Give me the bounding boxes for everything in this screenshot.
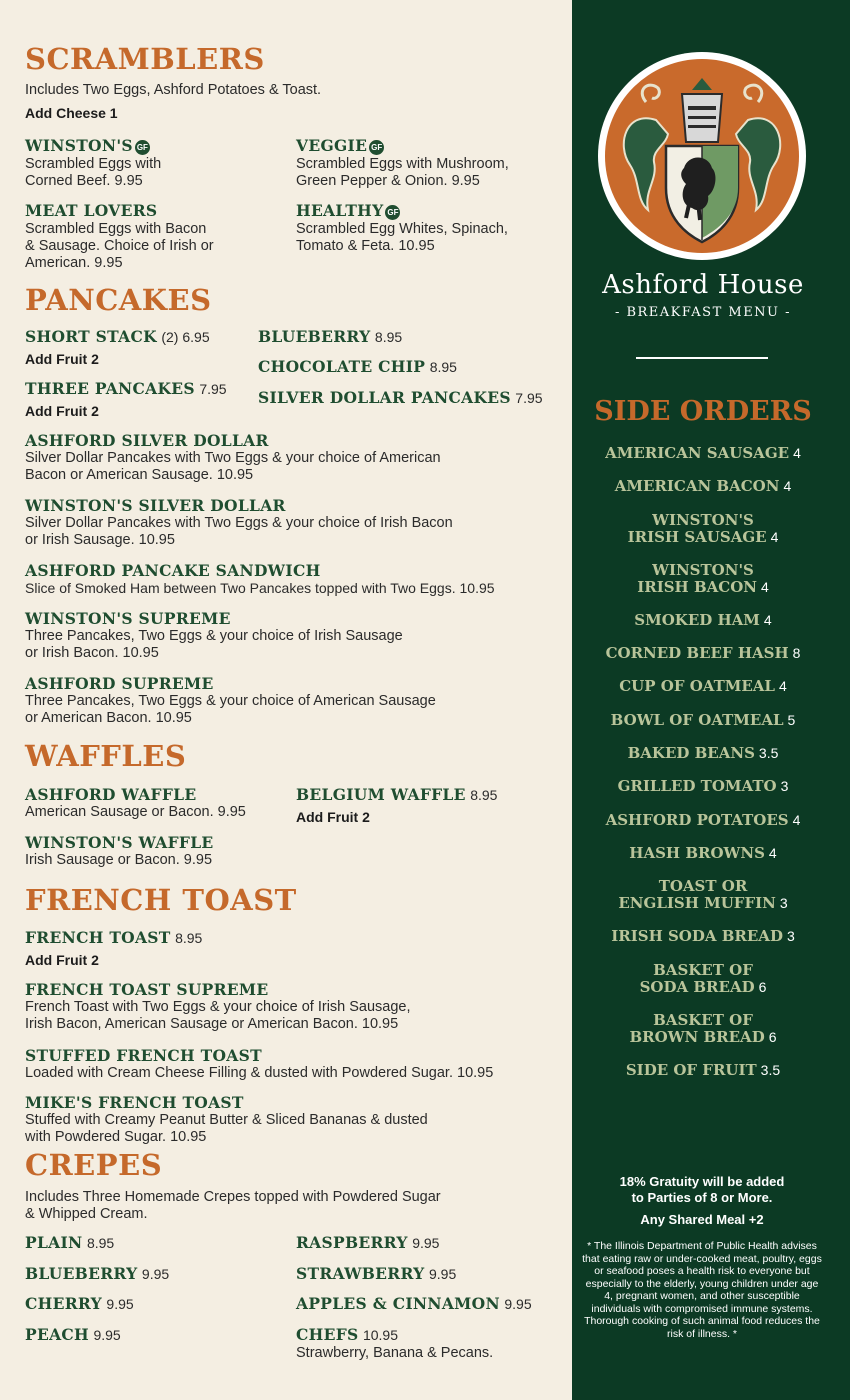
side-item-name: BAKED BEANS [627, 744, 755, 762]
section-title-french-toast: FRENCH TOAST [25, 883, 297, 917]
item-desc: with Powdered Sugar. 10.95 [25, 1129, 207, 1145]
item-name: BLUEBERRY [25, 1264, 138, 1283]
item-desc: Corned Beef. 9.95 [25, 173, 143, 189]
item-name: CHERRY [25, 1294, 102, 1313]
side-item-price: 4 [783, 478, 792, 494]
item-desc: Irish Sausage or Bacon. 9.95 [25, 852, 213, 868]
side-item-cup-oatmeal [572, 678, 834, 695]
crepes-intro-line: Includes Three Homemade Crepes topped with Powdered Sugar [25, 1189, 441, 1205]
side-item-price: 8 [792, 645, 801, 661]
brand-subtitle: - BREAKFAST MENU - [614, 305, 792, 320]
item-name: VEGGIE [296, 136, 368, 155]
divider [636, 357, 768, 359]
side-item-name: SODA BREAD [639, 978, 755, 996]
item-name: PLAIN [25, 1233, 83, 1252]
gratuity-line: to Parties of 8 or More. [631, 1190, 773, 1205]
side-item-name: SIDE OF FRUIT [625, 1061, 757, 1079]
item-name: BELGIUM WAFFLE [296, 785, 466, 804]
item-name: CHEFS [296, 1325, 359, 1344]
side-item-price: 3 [786, 928, 795, 944]
menu-item-winstons-supreme [25, 609, 403, 662]
side-item-price: 6 [758, 979, 767, 995]
side-item-name: AMERICAN BACON [614, 477, 780, 495]
item-name: FRENCH TOAST SUPREME [25, 980, 269, 999]
item-name: MIKE'S FRENCH TOAST [25, 1093, 244, 1112]
item-desc: & Sausage. Choice of Irish or [25, 238, 214, 254]
menu-item-ashford-supreme [25, 674, 436, 727]
health-advisory: * The Illinois Department of Public Health advises that eating raw or under-cooked meat, poultry, eggs or seafood poses a health risk to everyone but especially to the elderly, young children under age 4, pregnant women, and other susceptible individuals with compromised immune systems. Thorough cooking of such animal food reduces the risk of illness. * [582, 1240, 822, 1340]
side-item-name: SMOKED HAM [634, 611, 760, 629]
item-desc: Scrambled Egg Whites, Spinach, [296, 221, 508, 237]
item-desc: Green Pepper & Onion. 9.95 [296, 173, 480, 189]
side-item-name: IRISH SAUSAGE [627, 528, 767, 546]
side-item-name: GRILLED TOMATO [617, 777, 777, 795]
item-addon: Add Fruit 2 [25, 952, 99, 968]
item-name: ASHFORD WAFFLE [25, 785, 197, 804]
item-price: 8.95 [86, 1235, 115, 1251]
scramblers-addon: Add Cheese 1 [25, 105, 118, 121]
item-addon: Add Fruit 2 [25, 351, 99, 367]
item-price: 8.95 [374, 329, 403, 345]
item-desc: Bacon or American Sausage. 10.95 [25, 467, 254, 483]
menu-item-three-pancakes [25, 379, 227, 419]
item-desc: Silver Dollar Pancakes with Two Eggs & your choice of American [25, 450, 441, 466]
item-desc: Scrambled Eggs with Mushroom, [296, 156, 509, 172]
side-item-basket-brown-bread [572, 1012, 834, 1046]
side-item-name: BROWN BREAD [629, 1028, 765, 1046]
section-title-pancakes: PANCAKES [25, 283, 212, 317]
item-name: HEALTHY [296, 201, 384, 220]
item-name: MEAT LOVERS [25, 201, 158, 220]
menu-item-pancake-sandwich [25, 561, 495, 597]
menu-item-meat-lovers [25, 201, 214, 272]
side-item-basket-soda-bread [572, 962, 834, 996]
item-name: ASHFORD SILVER DOLLAR [25, 431, 269, 450]
side-item-price: 6 [768, 1029, 777, 1045]
menu-item-winstons-scrambler [25, 136, 161, 190]
item-desc: or Irish Sausage. 10.95 [25, 532, 175, 548]
menu-item-silver-dollar [258, 388, 543, 408]
item-desc: Strawberry, Banana & Pecans. [296, 1345, 494, 1361]
menu-item-blueberry-pancakes [258, 327, 402, 347]
menu-item-crepe-blueberry [25, 1264, 169, 1284]
item-name: RASPBERRY [296, 1233, 408, 1252]
item-price: 9.95 [412, 1235, 440, 1251]
side-item-name: ENGLISH MUFFIN [618, 894, 776, 912]
side-item-american-sausage [572, 445, 834, 462]
gluten-free-badge: GF [369, 140, 384, 155]
item-desc: Irish Bacon, American Sausage or American Bacon. 10.95 [25, 1016, 399, 1032]
side-item-name: IRISH SODA BREAD [611, 927, 783, 945]
side-item-price: 5 [787, 712, 796, 728]
menu-item-crepe-peach [25, 1325, 121, 1345]
menu-item-stuffed-french-toast [25, 1046, 493, 1082]
shared-meal-note: Any Shared Meal +2 [640, 1212, 764, 1227]
item-desc: Three Pancakes, Two Eggs & your choice of American Sausage [25, 693, 436, 709]
menu-item-short-stack [25, 327, 210, 367]
item-desc: or Irish Bacon. 10.95 [25, 645, 159, 661]
side-item-name: TOAST OR [658, 877, 748, 895]
item-price: 9.95 [141, 1266, 170, 1282]
side-item-corned-beef-hash [572, 645, 834, 662]
side-item-price: 4 [793, 445, 801, 461]
crepes-intro [25, 1189, 441, 1223]
menu-item-healthy [296, 201, 508, 255]
item-price: 7.95 [199, 381, 227, 397]
item-price: 9.95 [93, 1327, 121, 1343]
item-price: 10.95 [362, 1327, 398, 1343]
item-name: PEACH [25, 1325, 89, 1344]
menu-item-crepe-apples-cinnamon [296, 1294, 532, 1314]
side-item-ashford-potatoes [572, 812, 834, 829]
crest-icon [596, 50, 808, 262]
menu-item-ashford-silver-dollar [25, 431, 441, 484]
item-desc: Silver Dollar Pancakes with Two Eggs & your choice of Irish Bacon [25, 515, 453, 531]
side-item-baked-beans [572, 745, 834, 762]
menu-item-crepe-chefs [296, 1325, 493, 1362]
section-title-scramblers: SCRAMBLERS [25, 42, 265, 76]
side-item-name: AMERICAN SAUSAGE [605, 444, 790, 462]
item-desc: or American Bacon. 10.95 [25, 710, 192, 726]
side-item-name: ASHFORD POTATOES [605, 811, 789, 829]
side-item-name: BOWL OF OATMEAL [610, 711, 784, 729]
item-desc: Stuffed with Creamy Peanut Butter & Sliced Bananas & dusted [25, 1112, 428, 1128]
menu-item-crepe-plain [25, 1233, 114, 1253]
menu-item-veggie-scrambler [296, 136, 509, 190]
item-addon: Add Fruit 2 [296, 809, 370, 825]
item-name: THREE PANCAKES [25, 379, 195, 398]
gratuity-line: 18% Gratuity will be added [619, 1174, 785, 1189]
item-desc: Tomato & Feta. 10.95 [296, 238, 435, 254]
item-desc: Three Pancakes, Two Eggs & your choice of Irish Sausage [25, 628, 403, 644]
section-title-side-orders: SIDE ORDERS [594, 396, 812, 427]
menu-item-french-toast-supreme [25, 980, 411, 1033]
menu-item-winstons-waffle [25, 833, 214, 869]
menu-item-ashford-waffle [25, 785, 246, 821]
side-item-price: 4 [768, 845, 777, 861]
side-item-name: IRISH BACON [637, 578, 757, 596]
section-title-crepes: CREPES [25, 1148, 163, 1182]
item-desc: American Sausage or Bacon. 9.95 [25, 804, 246, 820]
ashford-house-crest-logo [596, 50, 808, 262]
item-price: 8.95 [429, 359, 457, 375]
menu-item-french-toast [25, 928, 202, 968]
gluten-free-badge: GF [135, 140, 150, 155]
side-item-american-bacon [572, 478, 834, 495]
menu-item-chocolate-chip [258, 357, 457, 377]
crepes-intro-line: & Whipped Cream. [25, 1206, 148, 1222]
item-name: WINSTON'S WAFFLE [25, 833, 214, 852]
side-item-price: 3.5 [758, 745, 779, 761]
item-price: 7.95 [515, 390, 543, 406]
menu-item-winstons-silver-dollar [25, 496, 453, 549]
item-price: (2) 6.95 [161, 329, 210, 345]
item-name: WINSTON'S [25, 136, 133, 155]
item-name: APPLES & CINNAMON [296, 1294, 500, 1313]
side-item-irish-sausage [572, 512, 834, 546]
item-desc: American. 9.95 [25, 255, 123, 271]
side-item-price: 3 [779, 895, 788, 911]
item-price: 9.95 [106, 1296, 134, 1312]
side-item-price: 4 [763, 612, 772, 628]
side-item-name: WINSTON'S [652, 561, 754, 579]
menu-item-belgium-waffle [296, 785, 497, 825]
side-item-price: 4 [760, 579, 769, 595]
gluten-free-badge: GF [385, 205, 400, 220]
item-price: 8.95 [470, 787, 498, 803]
item-desc: Slice of Smoked Ham between Two Pancakes topped with Two Eggs. 10.95 [25, 580, 495, 596]
side-item-name: CORNED BEEF HASH [605, 644, 789, 662]
side-item-name: HASH BROWNS [629, 844, 765, 862]
side-item-name: BASKET OF [653, 1011, 753, 1029]
item-price: 9.95 [429, 1266, 457, 1282]
item-name: STRAWBERRY [296, 1264, 425, 1283]
side-item-toast-muffin [572, 878, 834, 912]
side-item-side-of-fruit [572, 1062, 834, 1079]
item-desc: Scrambled Eggs with Bacon [25, 221, 207, 237]
side-item-price: 4 [778, 678, 787, 694]
side-item-irish-bacon [572, 562, 834, 596]
item-desc: Loaded with Cream Cheese Filling & dusted with Powdered Sugar. 10.95 [25, 1065, 494, 1081]
side-item-name: WINSTON'S [652, 511, 754, 529]
item-name: SHORT STACK [25, 327, 157, 346]
item-desc: French Toast with Two Eggs & your choice of Irish Sausage, [25, 999, 411, 1015]
item-price: 8.95 [175, 930, 203, 946]
item-desc: Scrambled Eggs with [25, 156, 162, 172]
item-addon: Add Fruit 2 [25, 403, 99, 419]
item-name: FRENCH TOAST [25, 928, 171, 947]
section-title-waffles: WAFFLES [25, 739, 187, 773]
item-name: ASHFORD PANCAKE SANDWICH [25, 561, 321, 580]
item-name: BLUEBERRY [258, 327, 371, 346]
side-item-hash-browns [572, 845, 834, 862]
side-item-irish-soda-bread [572, 928, 834, 945]
side-item-price: 4 [792, 812, 801, 828]
menu-item-crepe-strawberry [296, 1264, 456, 1284]
item-name: CHOCOLATE CHIP [258, 357, 426, 376]
side-item-name: CUP OF OATMEAL [619, 677, 775, 695]
side-item-name: BASKET OF [653, 961, 753, 979]
item-price: 9.95 [504, 1296, 532, 1312]
side-item-price: 3 [780, 778, 789, 794]
menu-item-crepe-raspberry [296, 1233, 439, 1253]
item-name: WINSTON'S SILVER DOLLAR [25, 496, 286, 515]
side-item-grilled-tomato [572, 778, 834, 795]
item-name: STUFFED FRENCH TOAST [25, 1046, 262, 1065]
menu-item-mikes-french-toast [25, 1093, 428, 1146]
item-name: ASHFORD SUPREME [25, 674, 214, 693]
side-item-price: 4 [770, 529, 779, 545]
item-name: WINSTON'S SUPREME [25, 609, 231, 628]
menu-item-crepe-cherry [25, 1294, 134, 1314]
gratuity-note [578, 1174, 826, 1206]
scramblers-intro: Includes Two Eggs, Ashford Potatoes & Toast. [25, 82, 322, 98]
brand-name: Ashford House [602, 270, 804, 300]
side-item-smoked-ham [572, 612, 834, 629]
side-item-bowl-oatmeal [572, 712, 834, 729]
item-name: SILVER DOLLAR PANCAKES [258, 388, 511, 407]
side-item-price: 3.5 [760, 1062, 781, 1078]
